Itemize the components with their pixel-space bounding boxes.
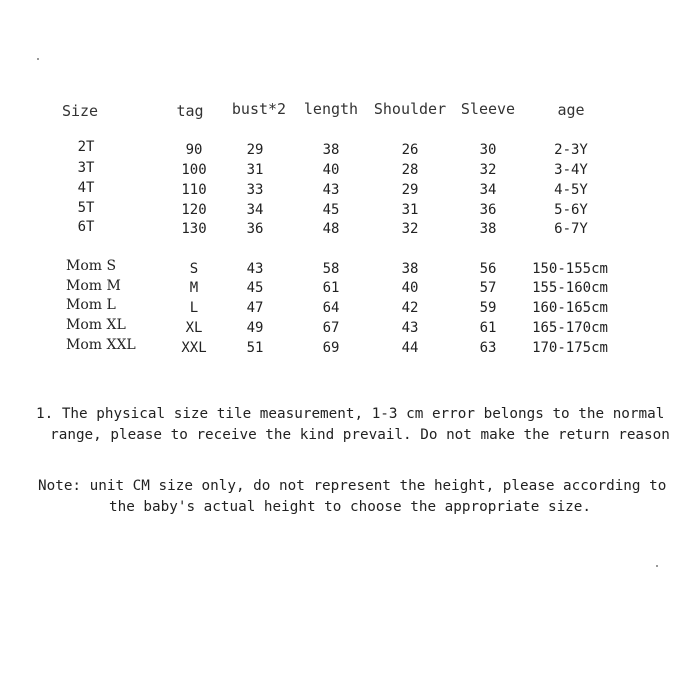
table-cell: 47 bbox=[246, 300, 264, 316]
table-cell: 40 bbox=[322, 162, 340, 178]
note-unit-line-2: the baby's actual height to choose the appropriate size. bbox=[108, 499, 592, 515]
table-cell: 31 bbox=[401, 202, 419, 218]
table-cell: Mom S bbox=[66, 258, 117, 274]
table-cell: 38 bbox=[322, 142, 340, 158]
table-cell: 160-165cm bbox=[532, 300, 608, 316]
note-measurement-line-1: 1. The physical size tile measurement, 1-3 cm error belongs to the normal bbox=[36, 406, 665, 422]
table-cell: Mom XXL bbox=[66, 337, 136, 353]
table-cell: 36 bbox=[479, 202, 497, 218]
table-cell: 29 bbox=[401, 182, 419, 198]
table-cell: 90 bbox=[185, 142, 203, 158]
table-cell: L bbox=[189, 300, 199, 316]
table-cell: 4-5Y bbox=[554, 182, 588, 198]
table-cell: 36 bbox=[246, 221, 264, 237]
header-age: age bbox=[557, 101, 585, 119]
table-cell: 165-170cm bbox=[532, 320, 608, 336]
table-cell: 38 bbox=[401, 261, 419, 277]
table-cell: Mom M bbox=[66, 278, 121, 294]
table-cell: 34 bbox=[479, 182, 497, 198]
note-measurement-line-2: range, please to receive the kind prevail. Do not make the return reason bbox=[50, 427, 670, 443]
table-cell: Mom L bbox=[66, 297, 116, 313]
table-cell: XXL bbox=[181, 340, 207, 356]
note-measurement bbox=[0, 404, 700, 446]
table-cell: 170-175cm bbox=[532, 340, 608, 356]
table-cell: 26 bbox=[401, 142, 419, 158]
table-cell: 2-3Y bbox=[554, 142, 588, 158]
table-cell: 67 bbox=[322, 320, 340, 336]
table-cell: 61 bbox=[322, 280, 340, 296]
table-cell: 29 bbox=[246, 142, 264, 158]
table-cell: 100 bbox=[181, 162, 207, 178]
table-cell: 51 bbox=[246, 340, 264, 356]
table-cell: 43 bbox=[322, 182, 340, 198]
note-unit bbox=[0, 476, 700, 518]
table-cell: 69 bbox=[322, 340, 340, 356]
table-cell: 110 bbox=[181, 182, 207, 198]
speck bbox=[37, 58, 39, 60]
table-cell: 59 bbox=[479, 300, 497, 316]
header-length: length bbox=[303, 100, 359, 118]
table-cell: 150-155cm bbox=[532, 261, 608, 277]
header-shoulder: Shoulder bbox=[373, 100, 447, 118]
table-cell: 5-6Y bbox=[554, 202, 588, 218]
table-cell: 44 bbox=[401, 340, 419, 356]
table-cell: 56 bbox=[479, 261, 497, 277]
table-cell: 64 bbox=[322, 300, 340, 316]
table-cell: 49 bbox=[246, 320, 264, 336]
table-cell: 28 bbox=[401, 162, 419, 178]
table-cell: 61 bbox=[479, 320, 497, 336]
table-cell: 30 bbox=[479, 142, 497, 158]
table-cell: 57 bbox=[479, 280, 497, 296]
table-cell: 6-7Y bbox=[554, 221, 588, 237]
table-cell: 48 bbox=[322, 221, 340, 237]
header-bust: bust*2 bbox=[231, 100, 287, 118]
table-cell: 63 bbox=[479, 340, 497, 356]
table-cell: M bbox=[189, 280, 199, 296]
table-cell: XL bbox=[185, 320, 203, 336]
table-cell: 32 bbox=[479, 162, 497, 178]
table-cell: 43 bbox=[246, 261, 264, 277]
header-size: Size bbox=[61, 102, 99, 120]
header-sleeve: Sleeve bbox=[460, 100, 516, 118]
table-cell: S bbox=[189, 261, 199, 277]
table-cell: 31 bbox=[246, 162, 264, 178]
table-cell: 6T bbox=[77, 219, 95, 235]
table-cell: 45 bbox=[322, 202, 340, 218]
table-cell: 42 bbox=[401, 300, 419, 316]
table-cell: 38 bbox=[479, 221, 497, 237]
header-tag: tag bbox=[176, 102, 204, 120]
table-cell: 130 bbox=[181, 221, 207, 237]
table-cell: 33 bbox=[246, 182, 264, 198]
table-cell: 32 bbox=[401, 221, 419, 237]
table-cell: 155-160cm bbox=[532, 280, 608, 296]
table-cell: 40 bbox=[401, 280, 419, 296]
table-cell: 58 bbox=[322, 261, 340, 277]
table-cell: 5T bbox=[77, 200, 95, 216]
note-unit-line-1: Note: unit CM size only, do not represent the height, please according to bbox=[38, 478, 667, 494]
table-cell: 4T bbox=[77, 180, 95, 196]
table-cell: 120 bbox=[181, 202, 207, 218]
table-cell: 2T bbox=[77, 139, 95, 155]
table-cell: 3-4Y bbox=[554, 162, 588, 178]
speck bbox=[656, 565, 658, 567]
table-cell: 45 bbox=[246, 280, 264, 296]
table-cell: 3T bbox=[77, 160, 95, 176]
table-cell: Mom XL bbox=[66, 317, 126, 333]
table-cell: 34 bbox=[246, 202, 264, 218]
table-cell: 43 bbox=[401, 320, 419, 336]
